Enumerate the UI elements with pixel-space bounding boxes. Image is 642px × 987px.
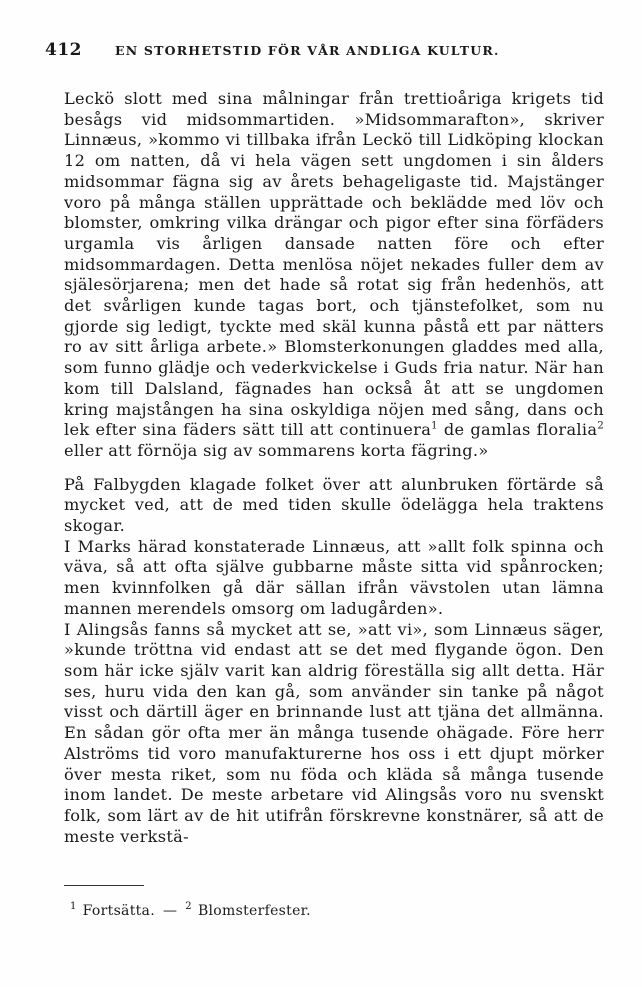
page-number: 412 [45,40,82,60]
paragraph-1 [64,89,604,462]
footnote-divider [64,885,144,886]
running-title: EN STORHETSTID FÖR VÅR ANDLIGA KULTUR. [115,43,500,58]
footnote-ref-2: 2 [597,420,605,432]
body-text [64,89,604,847]
footnote-2-marker: 2 [185,901,192,913]
running-head [45,40,605,64]
footnote-ref-1: 1 [431,420,438,432]
footnote-1-text: Fortsätta. [82,903,155,919]
paragraph-3: I Marks härad konstaterade Linnæus, att »allt folk spinna och väva, så att ofta själve gubbarne måste sitta vid spånrocken; men kvinnfolken gå där sällan ifrån vävstolen utan lämna mannen merendels omsorg om ladugården». [64,536,604,618]
paragraph-1-text-c: eller att förnöja sig av sommarens korta fägring.» [64,440,489,460]
paragraph-2: På Falbygden klagade folket över att alunbruken förtärde så mycket ved, att de med tiden skulle ödelägga hela traktens skogar. [64,474,604,536]
paragraph-1-text-a: Leckö slott med sina målningar från trettioåriga krigets tid besågs vid midsommartiden. »Midsommarafton», skriver Linnæus, »kommo vi tillbaka ifrån Leckö till Lidköping klockan 12 om natten, då vi hela vägen sett ungdomen i sin ålders midsommar fägna sig av årets behageligaste tid. Majstänger voro på många ställen upprättade och beklädde med löv och blomster, omkring vilka drängar och pigor efter sina förfäders urgamla vis årligen dansade natten före och efter midsommardagen. Detta menlösa nöjet nekades fuller dem av själesörjarena; men det hade så rotat sig från hedenhös, att det svårligen kunde tagas bort, och tjänstefolket, som nu gjorde sig ledigt, tyckte med skäl kunna påstå ett par nätters ro av sitt årliga arbete.» Blomsterkonungen gladdes med alla, som funno glädje och vederkvickelse i Guds fria natur. När han kom till Dalsland, fägnades han också åt att se ungdomen kring majstången ha sina oskyldiga nöjen med sång, dans och lek efter sina fäders sätt till att continuera [64,89,604,440]
footnote-separator: — [162,903,178,919]
footnote-2-text: Blomsterfester. [197,903,311,919]
paragraph-1-text-b: de gamlas floralia [437,420,598,440]
footnote-1-marker: 1 [70,901,77,913]
paragraph-4: I Alingsås fanns så mycket att se, »att vi», som Linnæus säger, »kunde tröttna vid endast att se det med flygande ögon. Den som här icke själv varit kan aldrig föreställa sig allt detta. Här ses, huru vida den kan gå, som använder sin tanke på något visst och därtill äger en brinnande lust att tjäna det allmänna. En sådan gör ofta mer än många tusende ohägade. Före herr Alströms tid voro manufakturerne hos oss i ett djupt mörker över mesta riket, som nu föda och kläda så många tusende inom landet. De meste arbetare vid Alingsås voro nu svenskt folk, som lärt av de hit utifrån förskrevne konstnärer, så att de meste verkstä- [64,619,604,846]
footnotes [70,903,311,919]
